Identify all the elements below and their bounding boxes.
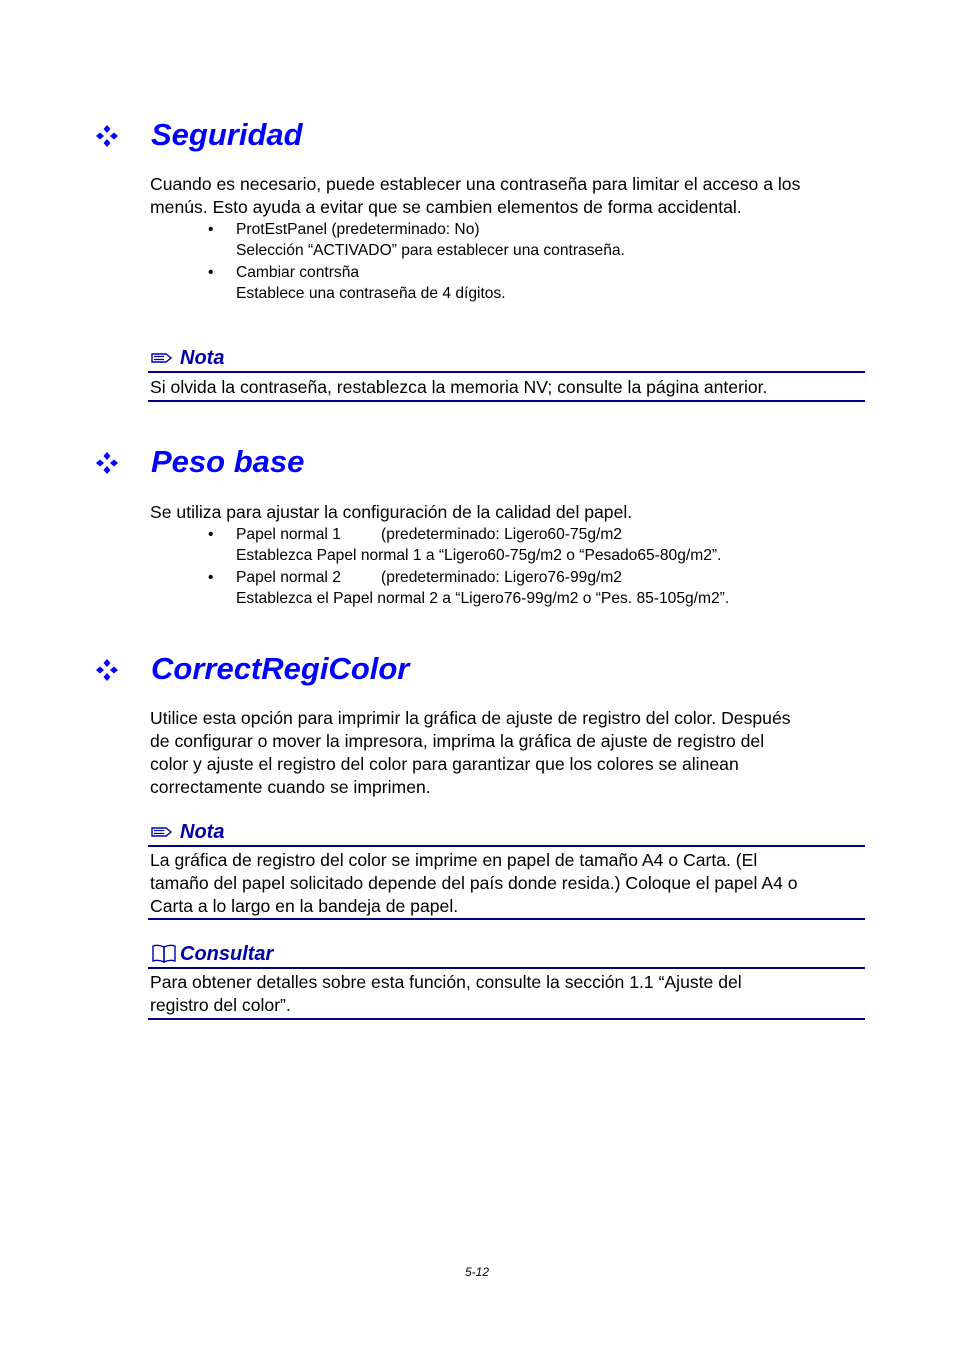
section-title-correctregicolor: CorrectRegiColor [151, 651, 410, 686]
page-number: 5-12 [464, 1265, 490, 1279]
note-rule-top [148, 845, 865, 847]
list-item-desc: Establezca Papel normal 1 a “Ligero60-75g/m2 o “Pesado65-80g/m2”. [236, 547, 722, 564]
note-rule-bottom [148, 400, 865, 402]
note-text: La gráfica de registro del color se imprime en papel de tamaño A4 o Carta. (El tamaño del papel solicitado depende del país donde resida.) Coloque el papel A4 o Carta a lo largo en la bandeja de papel. [150, 850, 798, 916]
bullet: • [208, 221, 214, 238]
peso-paragraph: Se utiliza para ajustar la configuración de la calidad del papel. [150, 502, 633, 522]
book-icon [151, 944, 177, 964]
bullet: • [208, 526, 214, 543]
list-item-text: Papel normal 2 [236, 569, 341, 586]
list-item [208, 524, 848, 568]
note-rule-bottom [148, 918, 865, 920]
list-item-desc: Selección “ACTIVADO” para establecer una contraseña. [236, 242, 625, 259]
list-item-desc: Establece una contraseña de 4 dígitos. [236, 285, 506, 302]
section-title-peso-base: Peso base [151, 444, 305, 479]
pencil-icon [151, 825, 173, 839]
list-item-text: Cambiar contrsña [236, 264, 360, 281]
seguridad-paragraph: Cuando es necesario, puede establecer una contraseña para limitar el acceso a los menús. Esto ayuda a evitar que se cambien elementos de forma accidental. [150, 174, 801, 217]
pencil-icon [151, 351, 173, 365]
reference-title: Consultar [180, 943, 274, 965]
note-title: Nota [180, 347, 225, 369]
list-item-default: (predeterminado: Ligero60-75g/m2 [381, 526, 622, 543]
list-item-text: Papel normal 1 [236, 526, 341, 543]
diamond-cluster-icon [95, 124, 119, 148]
list-item [208, 219, 848, 263]
note-text: Si olvida la contraseña, restablezca la memoria NV; consulte la página anterior. [150, 377, 768, 397]
reference-rule-top [148, 967, 865, 969]
list-item [208, 262, 848, 306]
list-item-default: (predeterminado: Ligero76-99g/m2 [381, 569, 622, 586]
section-title-seguridad: Seguridad [151, 117, 303, 152]
list-item-desc: Establezca el Papel normal 2 a “Ligero76-99g/m2 o “Pes. 85-105g/m2”. [236, 590, 730, 607]
note-rule-top [148, 371, 865, 373]
bullet: • [208, 264, 214, 281]
diamond-cluster-icon [95, 658, 119, 682]
reference-text: Para obtener detalles sobre esta función, consulte la sección 1.1 “Ajuste del registro del color”. [150, 972, 742, 1015]
list-item-text: ProtEstPanel (predeterminado: No) [236, 221, 480, 238]
diamond-cluster-icon [95, 451, 119, 475]
reference-rule-bottom [148, 1018, 865, 1020]
bullet: • [208, 569, 214, 586]
note-title: Nota [180, 821, 225, 843]
regi-paragraph: Utilice esta opción para imprimir la gráfica de ajuste de registro del color. Después de configurar o mover la impresora, imprima la gráfica de ajuste de registro del color y ajuste el registro del color para garantizar que los colores se alinean correctamente cuando se imprimen. [150, 708, 791, 797]
list-item [208, 567, 848, 611]
